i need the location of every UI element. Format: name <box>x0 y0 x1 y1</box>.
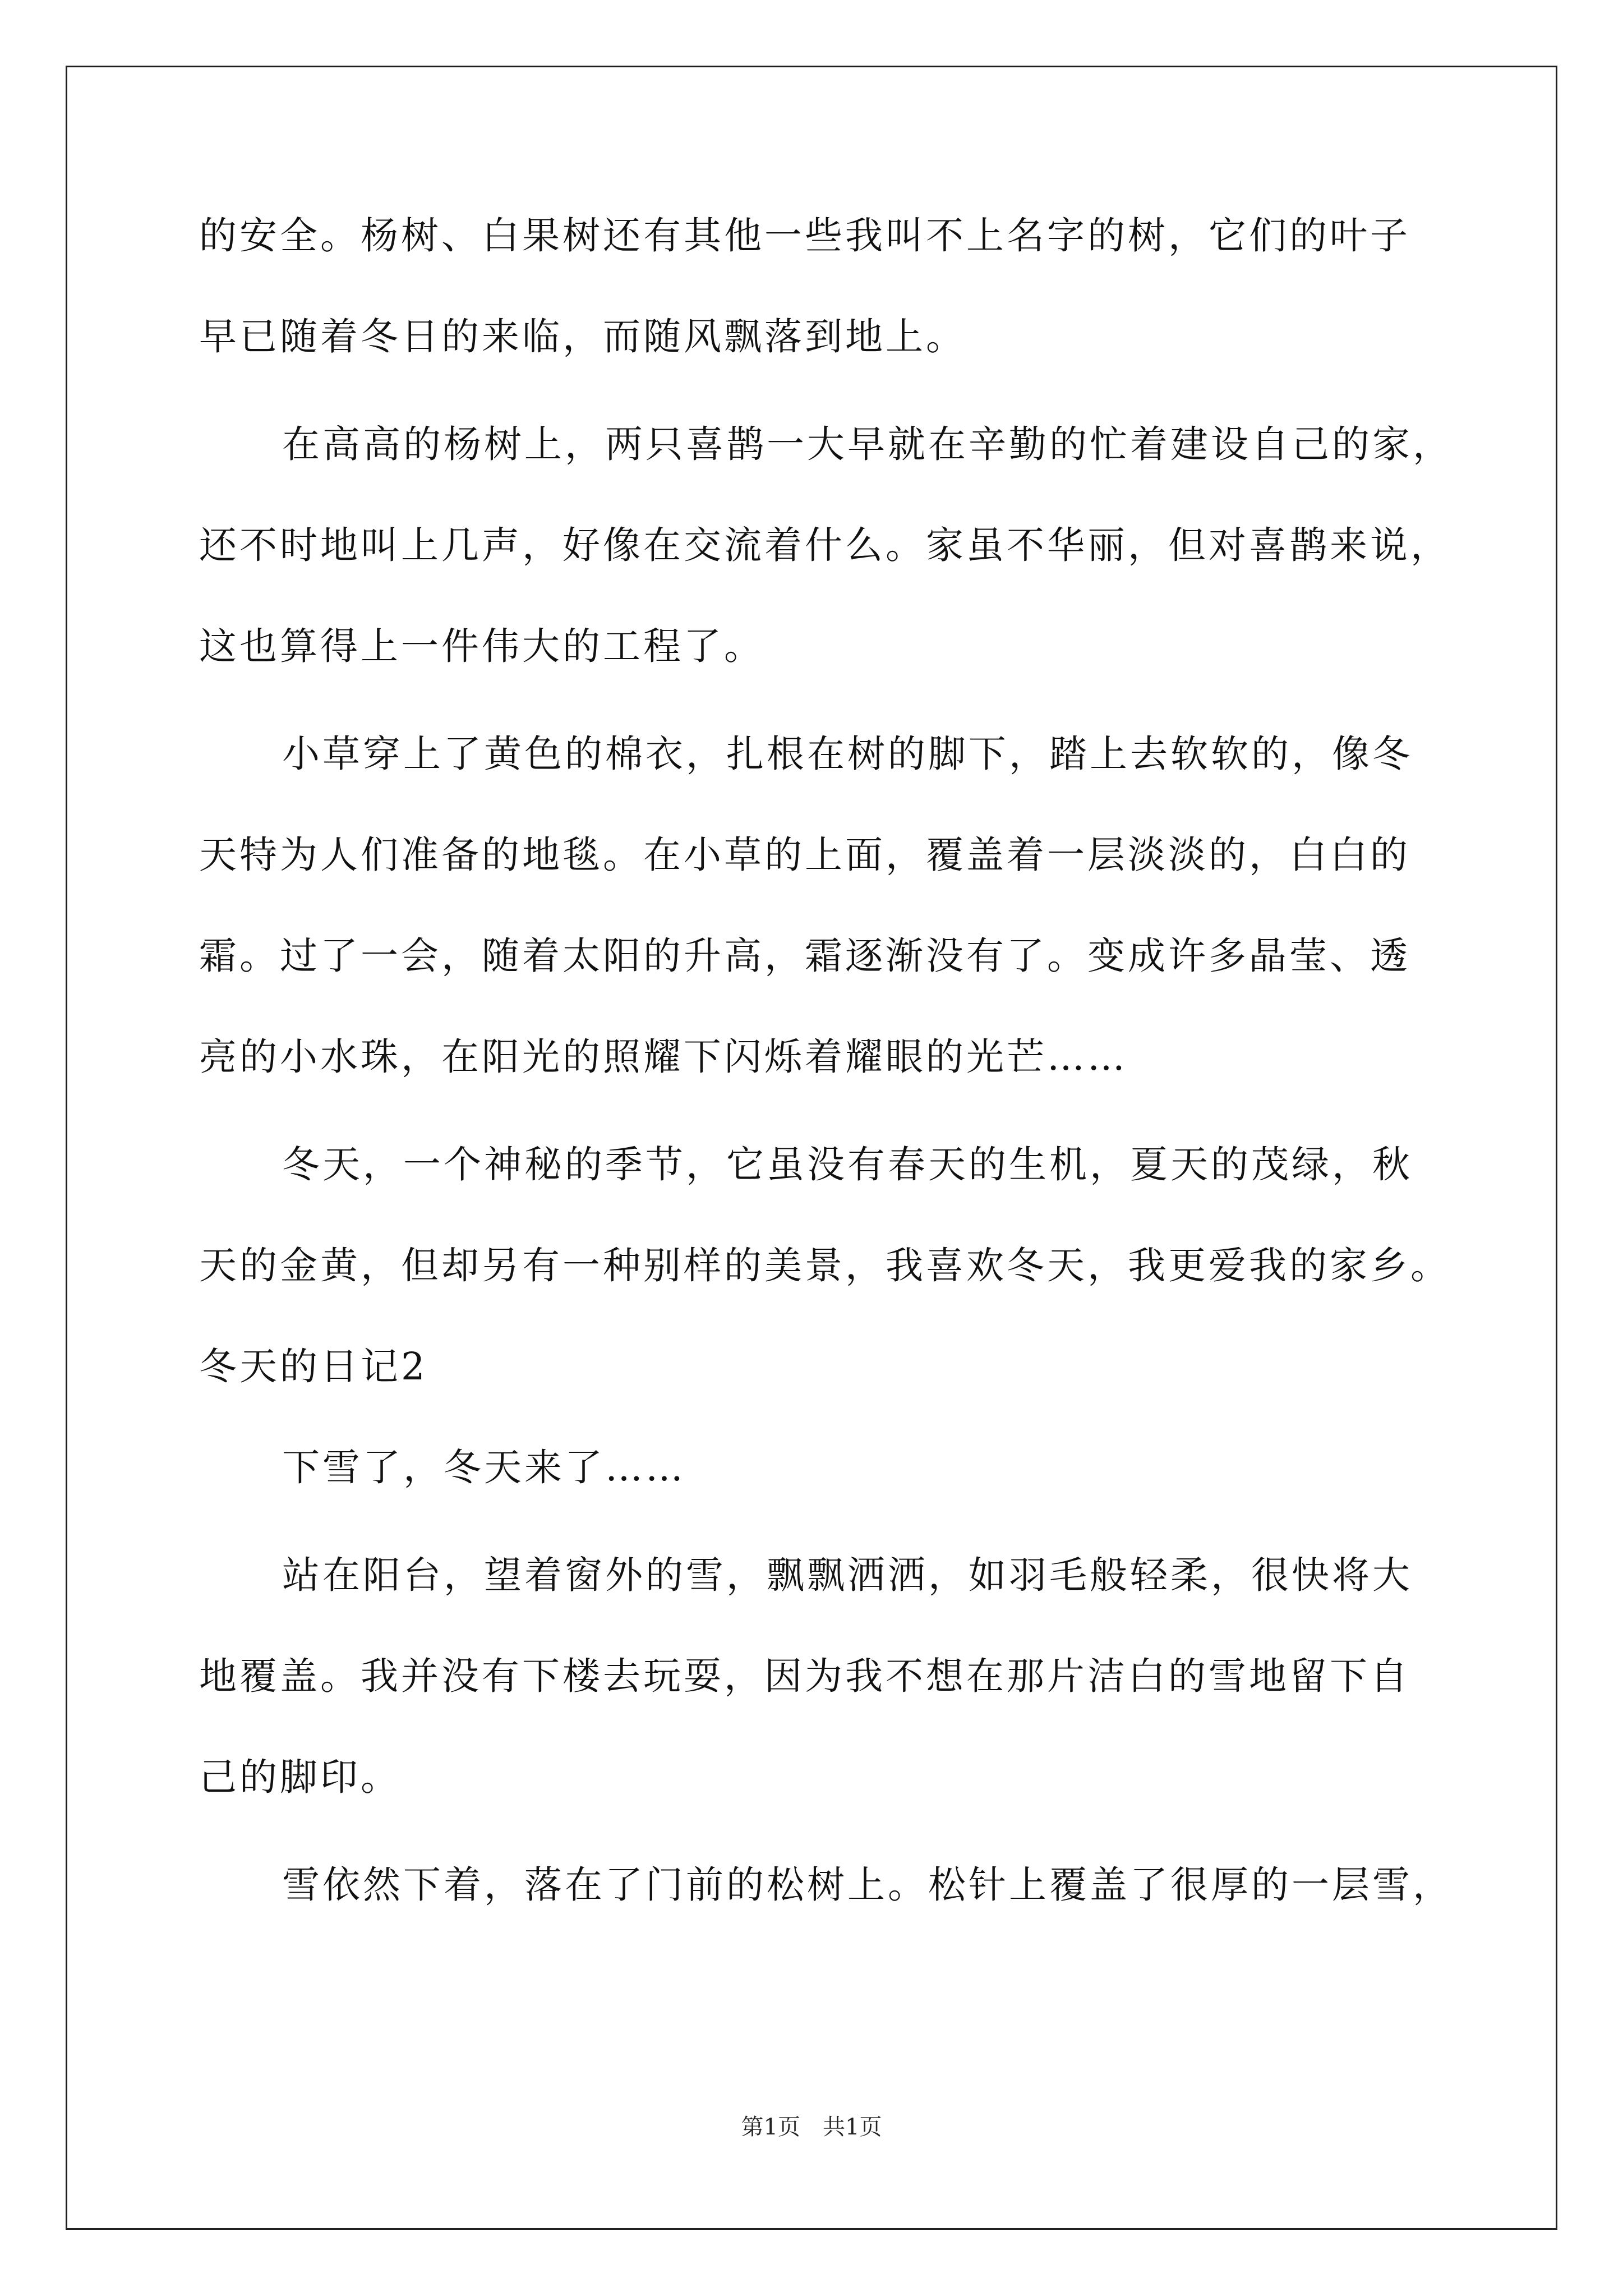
text-line: 这也算得上一件伟大的工程了。 <box>199 624 764 668</box>
text-line: 天特为人们准备的地毯。在小草的上面，覆盖着一层淡淡的，白白的 <box>199 833 1410 877</box>
text-line: 地覆盖。我并没有下楼去玩耍，因为我不想在那片洁白的雪地留下自 <box>199 1654 1410 1698</box>
text-line: 还不时地叫上几声，好像在交流着什么。家虽不华丽，但对喜鹊来说， <box>199 523 1451 567</box>
text-line: 亮的小水珠，在阳光的照耀下闪烁着耀眼的光芒…… <box>199 1035 1128 1079</box>
paragraph-first-line: 冬天，一个神秘的季节，它虽没有春天的生机，夏天的茂绿，秋 <box>282 1143 1413 1186</box>
paragraph-first-line: 小草穿上了黄色的棉衣，扎根在树的脚下，踏上去软软的，像冬 <box>282 732 1413 776</box>
text-line: 早已随着冬日的来临，而随风飘落到地上。 <box>199 315 966 358</box>
text-line: 己的脚印。 <box>199 1755 401 1799</box>
paragraph-first-line: 下雪了，冬天来了…… <box>282 1446 686 1489</box>
text-line: 天的金黄，但却另有一种别样的美景，我喜欢冬天，我更爱我的家乡。 <box>199 1244 1451 1287</box>
page-footer: 第1页 共1页 <box>741 2114 882 2140</box>
paragraph-first-line: 雪依然下着，落在了门前的松树上。松针上覆盖了很厚的一层雪， <box>282 1863 1453 1907</box>
paragraph-first-line: 站在阳台，望着窗外的雪，飘飘洒洒，如羽毛般轻柔，很快将大 <box>282 1553 1413 1597</box>
text-line: 的安全。杨树、白果树还有其他一些我叫不上名字的树，它们的叶子 <box>199 214 1410 257</box>
text-line: 霜。过了一会，随着太阳的升高，霜逐渐没有了。变成许多晶莹、透 <box>199 934 1410 978</box>
section-heading: 冬天的日记2 <box>199 1345 428 1388</box>
paragraph-first-line: 在高高的杨树上，两只喜鹊一大早就在辛勤的忙着建设自己的家， <box>282 422 1453 466</box>
